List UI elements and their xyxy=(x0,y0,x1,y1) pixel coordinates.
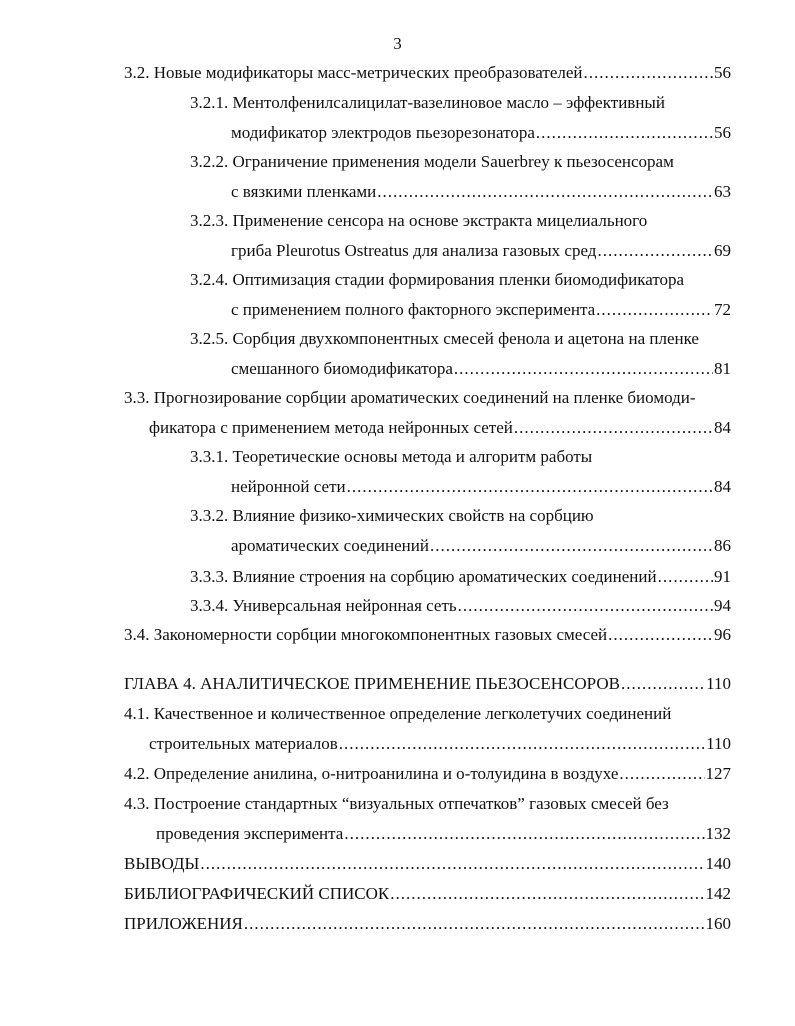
toc-entry-title: 3.2.1. Ментолфенилсалицилат-вазелиновое масло – эффективный xyxy=(190,93,665,112)
dot-leader xyxy=(514,413,713,443)
dot-leader xyxy=(377,177,713,207)
toc-page-number: 132 xyxy=(705,824,731,843)
toc-line xyxy=(149,413,731,443)
toc-entry-3-3-1 xyxy=(190,442,731,472)
toc-entry-3-3-cont xyxy=(149,413,731,443)
toc-entry-title: 3.2.3. Применение сенсора на основе экстракта мицелиального xyxy=(190,211,648,230)
toc-entry-title-cont: фикатора с применением метода нейронных сетей xyxy=(149,418,513,437)
dot-leader xyxy=(658,562,713,592)
toc-entry-3-2-3-cont xyxy=(231,236,731,266)
toc-entry-title: 3.2. Новые модификаторы масс-метрических преобразователей xyxy=(124,63,583,82)
toc-entry-3-2-3 xyxy=(190,206,731,236)
toc-page-number: 110 xyxy=(706,734,731,753)
toc-entry-4-1 xyxy=(124,699,731,729)
toc-page-number: 110 xyxy=(706,674,731,693)
toc-entry-title: 3.3.1. Теоретические основы метода и алгоритм работы xyxy=(190,447,593,466)
toc-line xyxy=(124,909,731,939)
toc-entry-3-3 xyxy=(124,383,731,413)
toc-entry-chapter-4 xyxy=(124,669,731,699)
toc-line xyxy=(231,295,731,325)
toc-entry-title: ПРИЛОЖЕНИЯ xyxy=(124,914,243,933)
toc-entry-4-3-cont xyxy=(156,819,731,849)
dot-leader xyxy=(244,909,705,939)
toc-page-number: 96 xyxy=(714,625,731,644)
toc-entry-3-3-3 xyxy=(190,562,731,592)
dot-leader xyxy=(458,591,713,621)
toc-page-number: 142 xyxy=(705,884,731,903)
toc-entry-bibliography xyxy=(124,879,731,909)
toc-entry-4-2 xyxy=(124,759,731,789)
toc-entry-title: 3.2.5. Сорбция двухкомпонентных смесей фенола и ацетона на пленке xyxy=(190,329,699,348)
toc-entry-3-2-5 xyxy=(190,324,731,354)
toc-line xyxy=(231,177,731,207)
toc-line xyxy=(124,58,731,88)
toc-line xyxy=(231,354,731,384)
toc-line xyxy=(124,759,731,789)
toc-line xyxy=(124,879,731,909)
toc-entry-title-cont: проведения эксперимента xyxy=(156,824,344,843)
toc-page-number: 63 xyxy=(714,182,731,201)
dot-leader xyxy=(608,620,713,650)
toc-entry-3-4 xyxy=(124,620,731,650)
toc-page-number: 69 xyxy=(714,241,731,260)
toc-line xyxy=(124,849,731,879)
dot-leader xyxy=(597,236,713,266)
toc-page-number: 94 xyxy=(714,596,731,615)
toc-entry-title: 3.3.2. Влияние физико-химических свойств на сорбцию xyxy=(190,506,594,525)
toc-entry-title: 3.3. Прогнозирование сорбции ароматических соединений на пленке биомоди- xyxy=(124,388,696,407)
toc-page-number: 56 xyxy=(714,63,731,82)
toc-page-number: 140 xyxy=(705,854,731,873)
dot-leader xyxy=(200,849,704,879)
dot-leader xyxy=(584,58,714,88)
dot-leader xyxy=(536,118,713,148)
toc-page-number: 84 xyxy=(714,418,731,437)
toc-entry-3-3-2-cont xyxy=(231,531,731,561)
toc-entry-title: 3.3.4. Универсальная нейронная сеть xyxy=(190,596,457,615)
dot-leader xyxy=(596,295,713,325)
toc-entry-title-cont: смешанного биомодификатора xyxy=(231,359,453,378)
toc-entry-title: 4.1. Качественное и количественное определение легколетучих соединений xyxy=(124,704,672,723)
toc-entry-title: 4.2. Определение анилина, о-нитроанилина и о-толуидина в воздухе xyxy=(124,764,619,783)
toc-entry-conclusions xyxy=(124,849,731,879)
dot-leader xyxy=(339,729,705,759)
dot-leader xyxy=(344,819,704,849)
toc-line xyxy=(156,819,731,849)
dot-leader xyxy=(390,879,704,909)
toc-entry-title-cont: нейронной сети xyxy=(231,477,346,496)
dot-leader xyxy=(621,669,705,699)
toc-entry-title: 3.3.3. Влияние строения на сорбцию ароматических соединений xyxy=(190,567,657,586)
toc-entry-3-2 xyxy=(124,58,731,88)
toc-page-number: 127 xyxy=(705,764,731,783)
toc-line xyxy=(190,591,731,621)
toc-line xyxy=(231,531,731,561)
dot-leader xyxy=(430,531,713,561)
toc-page-number: 81 xyxy=(714,359,731,378)
dot-leader xyxy=(619,759,704,789)
toc-line xyxy=(231,472,731,502)
toc-entry-title: 4.3. Построение стандартных “визуальных отпечатков” газовых смесей без xyxy=(124,794,669,813)
toc-page-number: 56 xyxy=(714,123,731,142)
toc-page-number: 91 xyxy=(714,567,731,586)
toc-entry-3-3-4 xyxy=(190,591,731,621)
toc-entry-title: 3.2.2. Ограничение применения модели Sauerbrey к пьезосенсорам xyxy=(190,152,674,171)
toc-entry-title-cont: ароматических соединений xyxy=(231,536,429,555)
toc-page-number: 160 xyxy=(705,914,731,933)
toc-line xyxy=(124,669,731,699)
toc-entry-title: БИБЛИОГРАФИЧЕСКИЙ СПИСОК xyxy=(124,884,390,903)
toc-line xyxy=(231,236,731,266)
toc-line xyxy=(231,118,731,148)
toc-line xyxy=(124,620,731,650)
toc-entry-title: 3.2.4. Оптимизация стадии формирования пленки биомодификатора xyxy=(190,270,685,289)
toc-entry-title-cont: с применением полного факторного эксперимента xyxy=(231,300,596,319)
page-number: 3 xyxy=(393,34,402,53)
dot-leader xyxy=(454,354,713,384)
toc-entry-3-2-4-cont xyxy=(231,295,731,325)
toc-entry-appendices xyxy=(124,909,731,939)
toc-line xyxy=(149,729,731,759)
toc-line xyxy=(190,562,731,592)
toc-page-number: 72 xyxy=(714,300,731,319)
toc-entry-3-2-2-cont xyxy=(231,177,731,207)
toc-entry-title-cont: с вязкими пленками xyxy=(231,182,377,201)
toc-entry-3-3-2 xyxy=(190,501,731,531)
dot-leader xyxy=(347,472,713,502)
toc-entry-3-2-2 xyxy=(190,147,731,177)
toc-entry-3-3-1-cont xyxy=(231,472,731,502)
toc-entry-title: ВЫВОДЫ xyxy=(124,854,200,873)
toc-entry-3-2-1-cont xyxy=(231,118,731,148)
toc-entry-4-1-cont xyxy=(149,729,731,759)
toc-entry-title-cont: модификатор электродов пьезорезонатора xyxy=(231,123,535,142)
toc-page-number: 84 xyxy=(714,477,731,496)
toc-entry-3-2-4 xyxy=(190,265,731,295)
toc-entry-title-cont: строительных материалов xyxy=(149,734,338,753)
toc-entry-4-3 xyxy=(124,789,731,819)
toc-entry-3-2-1 xyxy=(190,88,731,118)
toc-entry-title-cont: гриба Pleurotus Ostreatus для анализа газовых сред xyxy=(231,241,597,260)
toc-entry-title: 3.4. Закономерности сорбции многокомпонентных газовых смесей xyxy=(124,625,608,644)
toc-entry-title: ГЛАВА 4. АНАЛИТИЧЕСКОЕ ПРИМЕНЕНИЕ ПЬЕЗОСЕНСОРОВ xyxy=(124,674,620,693)
toc-page-number: 86 xyxy=(714,536,731,555)
toc-entry-3-2-5-cont xyxy=(231,354,731,384)
